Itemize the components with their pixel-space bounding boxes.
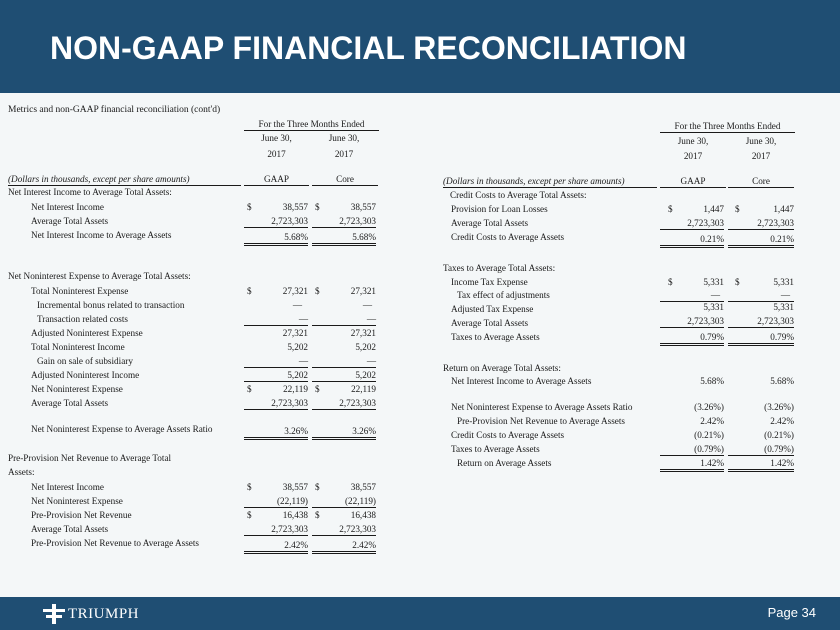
table-cell-gaap: 38,557 — [282, 202, 308, 212]
table-cell-gaap: 16,438 — [282, 510, 308, 520]
table-cell-gaap: 3.26% — [244, 425, 308, 440]
table-cell-core: — — [728, 289, 794, 302]
table-row-label: Credit Costs to Average Assets — [451, 430, 565, 440]
table-cell-gaap: (0.79%) — [660, 443, 724, 456]
table-cell-gaap: 2.42% — [700, 416, 724, 426]
table-cell-core: 5.68% — [312, 231, 376, 246]
page-title: NON-GAAP FINANCIAL RECONCILIATION — [50, 30, 687, 66]
left-col1-date: June 30, — [261, 133, 292, 143]
table-row-label: Taxes to Average Assets — [451, 332, 540, 342]
table-cell-gaap: 2,723,303 — [244, 523, 308, 536]
table-cell-core: 1,447 — [773, 204, 794, 214]
table-cell-core: 5,331 — [773, 277, 794, 287]
right-units-label: (Dollars in thousands, except per share amounts) — [443, 175, 657, 188]
table-cell-gaap: 5,331 — [703, 277, 724, 287]
currency-symbol: $ — [315, 482, 320, 492]
table-cell-core: (3.26%) — [764, 402, 794, 412]
table-cell-core: 2,723,303 — [312, 215, 376, 228]
currency-symbol: $ — [315, 510, 320, 520]
left-period-header: For the Three Months Ended — [244, 118, 379, 131]
currency-symbol: $ — [668, 277, 673, 287]
table-row-label: Net Noninterest Expense — [31, 384, 123, 394]
table-cell-gaap: 27,321 — [282, 328, 308, 338]
table-cell-gaap: (22,119) — [244, 495, 308, 508]
table-cell-core: 0.79% — [728, 331, 794, 346]
table-cell-core: 2,723,303 — [728, 217, 794, 230]
table-cell-gaap: (0.21%) — [694, 430, 724, 440]
page-number: Page 34 — [767, 605, 816, 620]
left-col2-date: June 30, — [328, 133, 360, 143]
table-cell-gaap: — — [244, 313, 308, 326]
table-cell-core: 0.21% — [728, 233, 794, 248]
table-cell-gaap: 38,557 — [282, 482, 308, 492]
currency-symbol: $ — [315, 202, 320, 212]
table-cell-gaap: 2,723,303 — [244, 397, 308, 410]
right-col2-label: Core — [728, 175, 794, 188]
table-cell-core: 27,321 — [350, 328, 376, 338]
table-row-label: Pre-Provision Net Revenue — [31, 510, 132, 520]
table-cell-core: — — [312, 313, 376, 326]
table-row-label: Pre-Provision Net Revenue to Average Assets — [457, 416, 625, 426]
left-nie-section: Net Noninterest Expense to Average Total Assets: — [8, 271, 191, 281]
currency-symbol: $ — [735, 204, 740, 214]
table-cell-gaap: 2,723,303 — [660, 217, 724, 230]
table-cell-core: — — [362, 300, 372, 310]
table-cell-gaap: — — [292, 300, 302, 310]
table-row-label: Average Total Assets — [31, 216, 109, 226]
table-cell-core: 2,723,303 — [312, 397, 376, 410]
currency-symbol: $ — [735, 277, 740, 287]
table-cell-core: 22,119 — [351, 384, 376, 394]
table-cell-core: 2,723,303 — [728, 315, 794, 328]
table-cell-gaap: 1,447 — [703, 204, 724, 214]
table-row-label: Average Total Assets — [451, 218, 529, 228]
table-row-label: Adjusted Noninterest Income — [31, 370, 140, 380]
footer-bar — [0, 597, 840, 630]
table-row-label: Net Interest Income to Average Assets — [451, 376, 592, 386]
table-row-label: Incremental bonus related to transaction — [37, 300, 185, 310]
right-roa-section: Return on Average Total Assets: — [443, 363, 561, 373]
table-row-label: Average Total Assets — [31, 398, 109, 408]
table-cell-gaap: 5.68% — [700, 376, 724, 386]
table-cell-gaap: 5,202 — [287, 342, 308, 352]
right-col1-date: June 30, — [677, 136, 709, 146]
right-col1-label: GAAP — [660, 175, 726, 188]
table-row-label: Adjusted Tax Expense — [451, 304, 534, 314]
currency-symbol: $ — [247, 202, 252, 212]
left-col1-year: 2017 — [267, 149, 286, 159]
right-col1-year: 2017 — [683, 151, 703, 161]
table-row-label: Net Interest Income — [31, 482, 104, 492]
table-cell-core: (0.79%) — [728, 443, 794, 456]
currency-symbol: $ — [247, 510, 252, 520]
currency-symbol: $ — [315, 286, 320, 296]
table-row-label: Adjusted Noninterest Expense — [31, 328, 143, 338]
table-cell-gaap: — — [660, 289, 724, 302]
table-cell-core: 5.68% — [770, 376, 794, 386]
table-cell-gaap: 2,723,303 — [244, 215, 308, 228]
table-cell-core: (0.21%) — [764, 430, 794, 440]
table-row-label: Net Noninterest Expense to Average Assets Ratio — [451, 402, 633, 412]
left-units-label: (Dollars in thousands, except per share amounts) — [8, 173, 241, 186]
table-row-label: Average Total Assets — [31, 524, 109, 534]
table-cell-gaap: 5.68% — [244, 231, 308, 246]
table-cell-core: 16,438 — [350, 510, 376, 520]
currency-symbol: $ — [668, 204, 673, 214]
table-cell-gaap: 2.42% — [244, 539, 308, 554]
left-pprn-section: Pre-Provision Net Revenue to Average Total — [8, 453, 172, 463]
table-cell-gaap: 22,119 — [283, 384, 308, 394]
left-col2-year: 2017 — [334, 149, 354, 159]
table-row-label: Net Interest Income — [31, 202, 104, 212]
table-row-label: Total Noninterest Income — [31, 342, 125, 352]
table-row-label: Return on Average Assets — [457, 458, 552, 468]
table-row-label: Pre-Provision Net Revenue to Average Assets — [31, 538, 199, 548]
table-row-label: Income Tax Expense — [451, 277, 528, 287]
left-col2-label: Core — [312, 173, 378, 186]
table-row-label: Gain on sale of subsidiary — [37, 356, 133, 366]
cross-icon — [43, 604, 65, 624]
currency-symbol: $ — [247, 482, 252, 492]
currency-symbol: $ — [247, 384, 252, 394]
table-cell-core: 38,557 — [350, 202, 376, 212]
table-cell-gaap: 2,723,303 — [660, 315, 724, 328]
right-tax-section: Taxes to Average Total Assets: — [443, 263, 556, 273]
table-cell-core: 5,202 — [312, 369, 376, 382]
table-cell-gaap: — — [244, 355, 308, 368]
table-row-label: Transaction related costs — [37, 314, 129, 324]
right-col2-date: June 30, — [745, 136, 777, 146]
subtitle: Metrics and non-GAAP financial reconciliation (cont'd) — [8, 105, 221, 115]
table-cell-gaap: 1.42% — [660, 457, 724, 472]
table-cell-core: 1.42% — [728, 457, 794, 472]
logo-text: TRIUMPH — [68, 605, 140, 622]
right-period-header: For the Three Months Ended — [660, 120, 795, 133]
currency-symbol: $ — [315, 384, 320, 394]
table-row-label: Net Interest Income to Average Assets — [31, 230, 172, 240]
table-row-label: Average Total Assets — [451, 318, 529, 328]
table-cell-core: 5,202 — [355, 342, 376, 352]
triumph-logo — [43, 604, 139, 624]
table-cell-gaap: 0.21% — [660, 233, 724, 248]
table-cell-gaap: 5,202 — [244, 369, 308, 382]
table-cell-core: (22,119) — [312, 495, 376, 508]
right-col2-year: 2017 — [751, 151, 771, 161]
table-cell-core: 5,331 — [773, 302, 794, 312]
left-pprn-section-cont: Assets: — [8, 467, 35, 477]
table-cell-core: 2,723,303 — [312, 523, 376, 536]
table-cell-gaap: (3.26%) — [694, 402, 724, 412]
left-col1-label: GAAP — [244, 173, 309, 186]
table-cell-core: 38,557 — [350, 482, 376, 492]
table-cell-gaap: 0.79% — [660, 331, 724, 346]
table-row-label: Provision for Loan Losses — [451, 204, 548, 214]
table-cell-gaap: 27,321 — [282, 286, 308, 296]
table-cell-core: — — [312, 355, 376, 368]
table-row-label: Taxes to Average Assets — [451, 444, 540, 454]
header-bar — [0, 0, 840, 93]
table-row-label: Net Noninterest Expense to Average Assets Ratio — [31, 424, 213, 434]
currency-symbol: $ — [247, 286, 252, 296]
right-cc-section: Credit Costs to Average Total Assets: — [450, 190, 587, 200]
table-row-label: Net Noninterest Expense — [31, 496, 123, 506]
table-cell-gaap: 5,331 — [703, 302, 724, 312]
table-row-label: Total Noninterest Expense — [31, 286, 129, 296]
left-nii-section: Net Interest Income to Average Total Assets: — [8, 187, 172, 197]
table-cell-core: 2.42% — [770, 416, 794, 426]
table-cell-core: 2.42% — [312, 539, 376, 554]
table-row-label: Tax effect of adjustments — [457, 290, 550, 300]
table-cell-core: 27,321 — [350, 286, 376, 296]
table-row-label: Credit Costs to Average Assets — [451, 232, 565, 242]
table-cell-core: 3.26% — [312, 425, 376, 440]
